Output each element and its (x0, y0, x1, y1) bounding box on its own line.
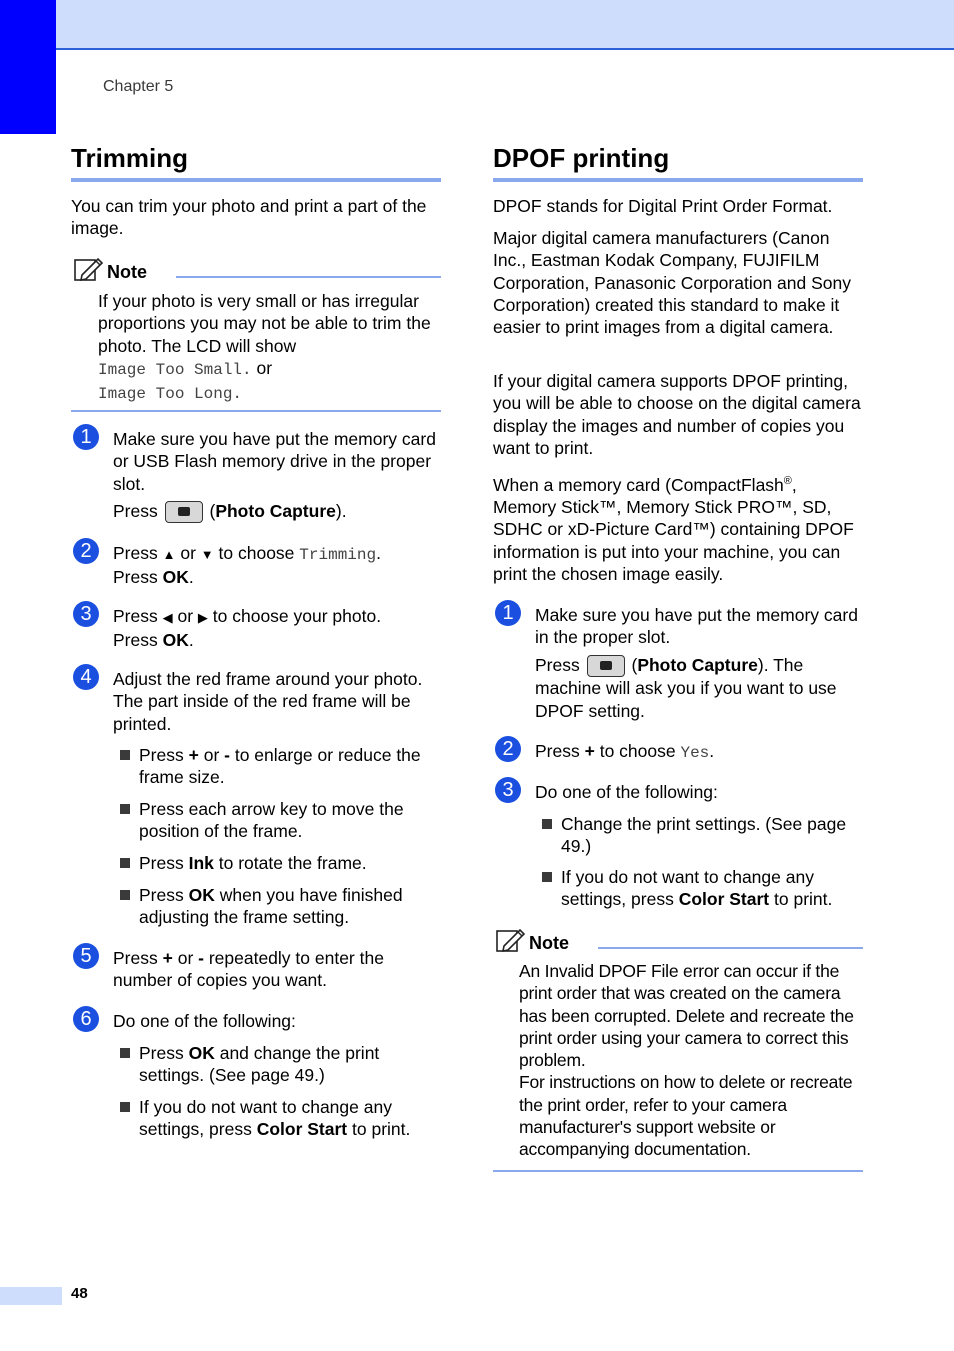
camera-key-icon (165, 501, 203, 523)
note-text: If your photo is very small or has irregular proportions you may not be able to trim the photo. The LCD will show Image Too Small. or Image Too Long. (98, 291, 431, 404)
step-5: Press + or - repeatedly to enter the number of copies you want. (113, 948, 384, 991)
dpof-step-2: Press + to choose Yes. (535, 741, 715, 762)
step-number: 6 (73, 1006, 99, 1032)
bullet-item: Press Ink to rotate the frame. (139, 852, 443, 874)
step-number: 2 (73, 538, 99, 564)
bullet-item: Press + or - to enlarge or reduce the frame size. (139, 744, 443, 789)
step-number: 1 (495, 600, 521, 626)
step-6: Do one of the following: (113, 1011, 296, 1031)
note-text: An Invalid DPOF File error can occur if the print order that was created on the camera has been corrupted. Delete and recreate the print order using your camera to correct this problem. For instructions on how to delete or recreate the print order, refer to your camera manufacturer's support website or accompanying documentation. (519, 961, 854, 1160)
step-number: 4 (73, 664, 99, 690)
chapter-tab (0, 0, 56, 134)
trimming-intro: You can trim your photo and print a part of the image. (71, 196, 427, 239)
bullet-item: Press OK and change the print settings. (See page 49.) (139, 1042, 443, 1087)
step-3: Press ◀ or ▶ to choose your photo. Press OK. (113, 606, 382, 651)
note-divider (176, 276, 441, 278)
dpof-p1: DPOF stands for Digital Print Order Format. (493, 196, 833, 216)
camera-key-icon (587, 655, 625, 677)
section-title-trimming: Trimming (71, 142, 441, 182)
step-2: Press ▲ or ▼ to choose Trimming. Press OK. (113, 543, 381, 588)
down-arrow-icon: ▼ (200, 547, 214, 562)
note-divider (598, 947, 863, 949)
note-label: Note (529, 933, 569, 953)
chapter-label: Chapter 5 (103, 78, 174, 95)
left-arrow-icon: ◀ (162, 610, 173, 625)
dpof-step-1-press: Press (Photo Capture). The machine will ask you if you want to use DPOF setting. (535, 655, 837, 721)
bullet-item: If you do not want to change any settings, press Color Start to print. (561, 866, 865, 911)
footer-bar (0, 1287, 62, 1305)
step-1: Make sure you have put the memory card or USB Flash memory drive in the proper slot. (113, 429, 436, 494)
page-number: 48 (71, 1285, 88, 1302)
section-title-dpof: DPOF printing (493, 142, 863, 182)
dpof-step-3: Do one of the following: (535, 782, 718, 802)
header-bar (0, 0, 954, 50)
note-pencil-icon (496, 927, 526, 953)
step-1-press: Press (Photo Capture). (113, 500, 443, 523)
dpof-step-1: Make sure you have put the memory card in the proper slot. (535, 605, 858, 648)
note-label: Note (107, 262, 147, 282)
step-number: 3 (495, 777, 521, 803)
bullet-item: If you do not want to change any settings, press Color Start to print. (139, 1096, 443, 1141)
dpof-p2: Major digital camera manufacturers (Canon Inc., Eastman Kodak Company, FUJIFILM Corporation, Panasonic Corporation and Sony Corporation) created this standard to make it easier to print images from a digital camera. (493, 228, 851, 338)
right-arrow-icon: ▶ (197, 610, 208, 625)
note-bottom-rule (71, 410, 441, 412)
up-arrow-icon: ▲ (162, 547, 176, 562)
step-number: 3 (73, 601, 99, 627)
dpof-p3: If your digital camera supports DPOF printing, you will be able to choose on the digital camera display the images and number of copies you want to print. (493, 371, 861, 458)
note-bottom-rule (493, 1170, 863, 1172)
step-number: 1 (73, 424, 99, 450)
bullet-item: Press OK when you have finished adjusting the frame setting. (139, 884, 443, 929)
step-number: 2 (495, 736, 521, 762)
note-pencil-icon (74, 256, 104, 282)
step-number: 5 (73, 943, 99, 969)
bullet-item: Press each arrow key to move the position of the frame. (139, 798, 443, 843)
step-4: Adjust the red frame around your photo. The part inside of the red frame will be printed. (113, 669, 423, 734)
bullet-item: Change the print settings. (See page 49.) (561, 813, 865, 858)
dpof-p4: When a memory card (CompactFlash®, Memory Stick™, Memory Stick PRO™, SD, SDHC or xD-Picture Card™) containing DPOF information is put into your machine, you can print the chosen image easily. (493, 474, 854, 585)
